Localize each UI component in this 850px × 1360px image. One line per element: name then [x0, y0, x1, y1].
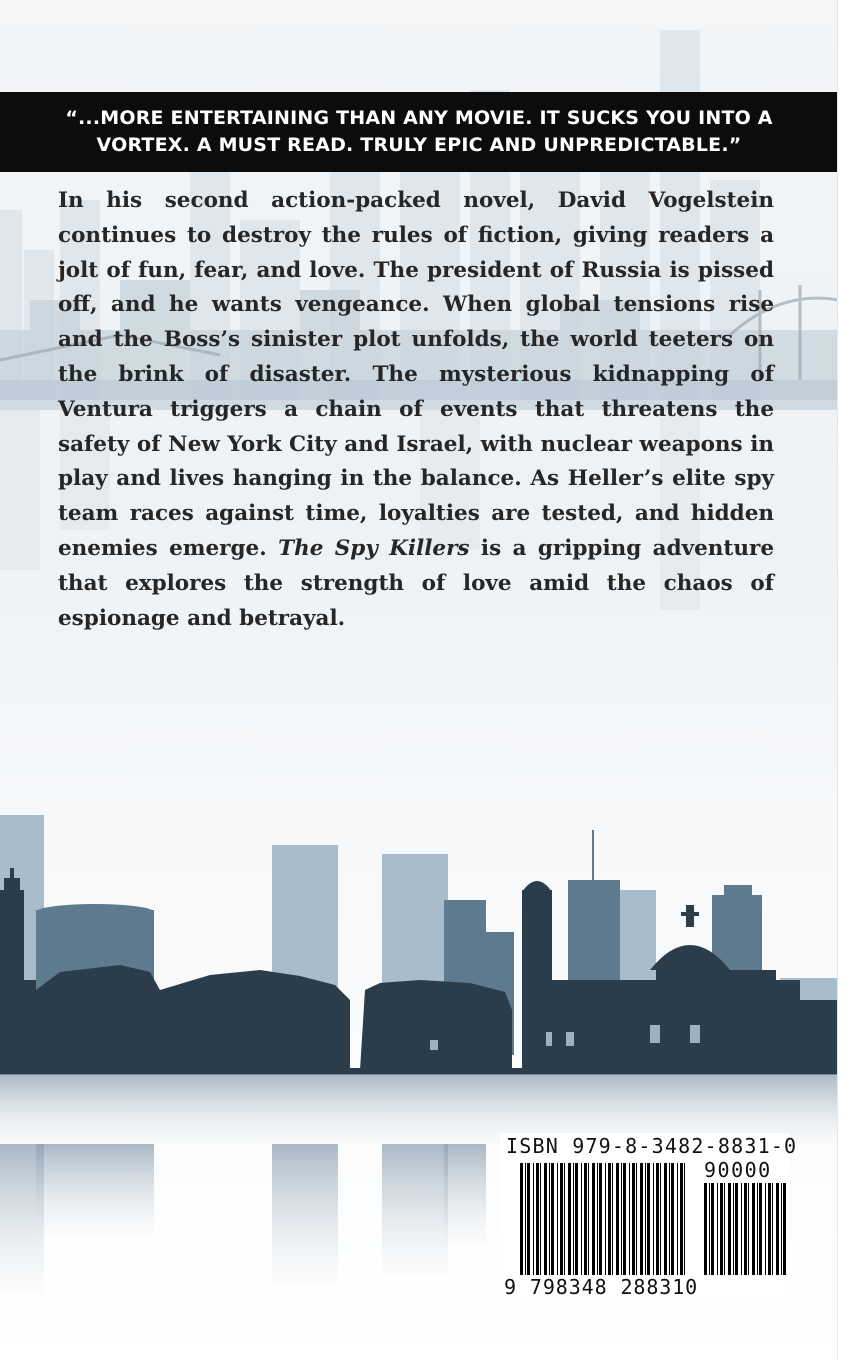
barcode-bar	[765, 1183, 766, 1275]
barcode-bar	[735, 1183, 738, 1275]
isbn-label: ISBN 979-8-3482-8831-0	[506, 1134, 798, 1158]
barcode-bar	[704, 1183, 707, 1275]
barcode-bar	[781, 1183, 782, 1275]
barcode-bar	[783, 1183, 786, 1275]
barcode-bar	[776, 1183, 779, 1275]
barcode-bar	[653, 1163, 654, 1275]
barcode-bar	[724, 1183, 725, 1275]
barcode-bar	[664, 1163, 667, 1275]
barcode-bar	[573, 1163, 574, 1275]
barcode-bar	[564, 1163, 565, 1275]
barcode-bar	[525, 1163, 526, 1275]
barcode-bar	[527, 1163, 530, 1275]
barcode-bar	[599, 1163, 602, 1275]
barcode-bar	[671, 1163, 674, 1275]
cover-edge	[837, 0, 850, 1360]
barcode-bar	[597, 1163, 598, 1275]
barcode-bar	[684, 1163, 685, 1275]
barcode-bar	[660, 1163, 661, 1275]
barcode-bar	[592, 1163, 595, 1275]
barcode-bar	[540, 1163, 541, 1275]
barcode-bar	[560, 1163, 563, 1275]
barcode-bar	[647, 1163, 650, 1275]
barcode-bar	[759, 1183, 762, 1275]
barcode-bar	[533, 1163, 534, 1275]
barcode-bar	[616, 1163, 619, 1275]
barcode-bar	[584, 1163, 587, 1275]
barcode-bar	[669, 1163, 670, 1275]
barcode-bar	[536, 1163, 539, 1275]
barcode-bar	[720, 1183, 723, 1275]
barcode-bar	[768, 1183, 771, 1275]
barcode-bar	[544, 1163, 547, 1275]
barcode-bar	[741, 1183, 742, 1275]
price-addon-code: 90000	[704, 1158, 772, 1182]
barcode-bar	[728, 1183, 731, 1275]
book-title: The Spy Killers	[278, 535, 470, 561]
barcode-bar	[645, 1163, 646, 1275]
description-text: In his second action-packed novel, David Vogelstein continues to destroy the rules of fiction, giving readers a jolt of fun, fear, and love. The president of Russia is pissed off, and he wants vengeance. When global tensions rise and the Boss’s sinister plot unfolds, the world teeters on the brink of disaster. The mysterious kidnapping of Ventura triggers a chain of events that threatens the safety of New York City and Israel, with nuclear weapons in play and lives hanging in the balance. As Heller’s elite spy team races against time, loyalties are tested, and hidden enemies emerge.	[58, 188, 774, 561]
barcode-bar	[581, 1163, 582, 1275]
barcode-bar	[557, 1163, 558, 1275]
barcode-bar	[605, 1163, 606, 1275]
isbn-barcode	[500, 1133, 798, 1303]
book-description	[58, 184, 774, 636]
barcode-bar	[711, 1183, 714, 1275]
barcode-bar	[752, 1183, 755, 1275]
description-text-end: is a gripping adventure that explores the strength of love amid the chaos of espionage and betrayal.	[58, 535, 774, 631]
barcode-bar	[656, 1163, 659, 1275]
barcode-bar	[744, 1183, 747, 1275]
barcode-bar	[677, 1163, 678, 1275]
barcode-bar	[621, 1163, 622, 1275]
barcode-bar	[575, 1163, 578, 1275]
barcode-bar	[549, 1163, 550, 1275]
barcode-bar	[680, 1163, 683, 1275]
review-quote-banner	[0, 92, 838, 172]
barcode-bar	[733, 1183, 734, 1275]
barcode-bar	[608, 1163, 611, 1275]
ean-digits: 9 798348 288310	[504, 1275, 699, 1299]
barcode-bar	[568, 1163, 571, 1275]
barcode-bar	[612, 1163, 613, 1275]
barcode-bar	[588, 1163, 589, 1275]
barcode-bar	[640, 1163, 643, 1275]
barcode-bar	[717, 1183, 718, 1275]
barcode-bar	[772, 1183, 773, 1275]
skyline-illustration	[0, 800, 838, 1075]
barcode-bar	[520, 1163, 523, 1275]
barcode-bar	[629, 1163, 630, 1275]
barcode-bar	[636, 1163, 637, 1275]
barcode-bar	[551, 1163, 554, 1275]
barcode-bar	[623, 1163, 626, 1275]
review-quote: “...MORE ENTERTAINING THAN ANY MOVIE. IT SUCKS YOU INTO A VORTEX. A MUST READ. TRULY EPIC AND UNPREDICTABLE.”	[65, 107, 773, 156]
barcode-bar	[709, 1183, 710, 1275]
barcode-bar	[632, 1163, 635, 1275]
barcode-bar	[748, 1183, 749, 1275]
barcode-bar	[757, 1183, 758, 1275]
